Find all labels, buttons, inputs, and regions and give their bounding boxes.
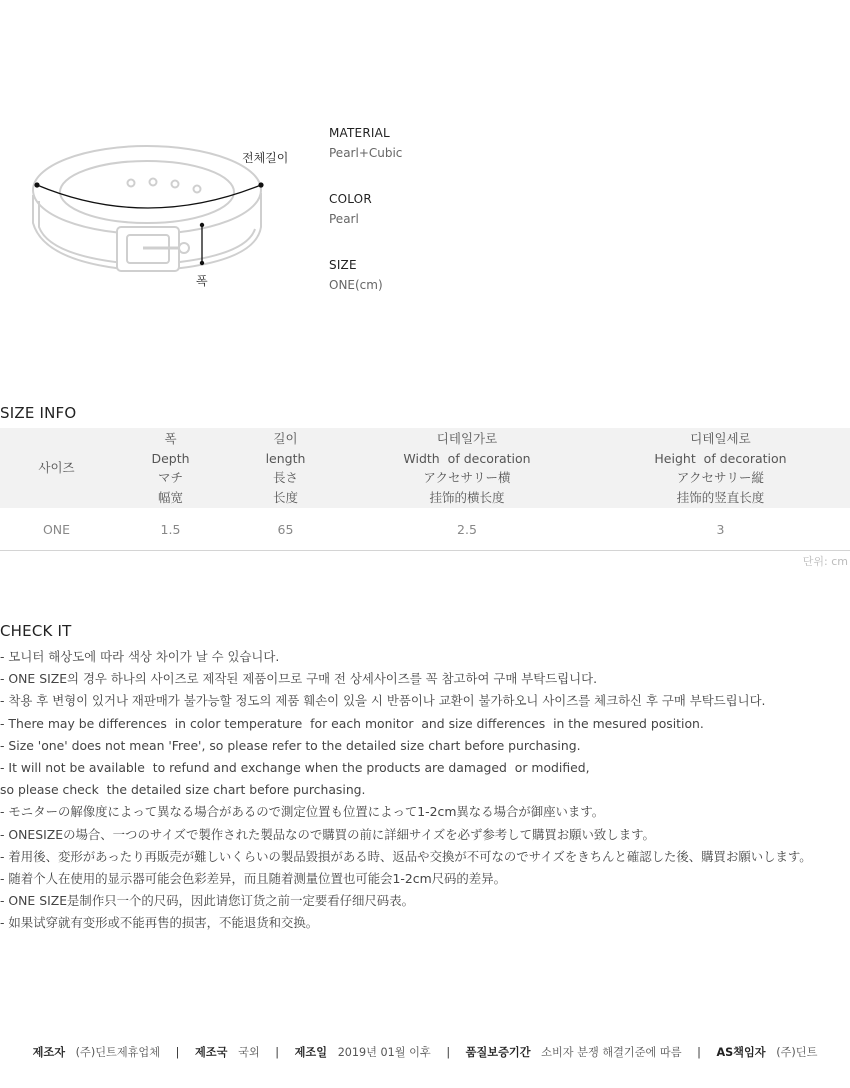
footer-separator: | [175, 1046, 180, 1059]
check-it-list [0, 646, 850, 935]
header-size: 사이즈 [0, 428, 113, 508]
footer-country-label: 제조국 [194, 1046, 228, 1059]
check-it-title: CHECK IT [0, 622, 72, 640]
footer-as-label: AS책임자 [716, 1046, 766, 1059]
footer-warranty-value: 소비자 분쟁 해결기준에 따름 [541, 1046, 682, 1059]
belt-length-label: 전체길이 [242, 151, 289, 165]
size-table-header [0, 428, 850, 508]
cell-size: ONE [0, 508, 113, 551]
footer-country-value: 국외 [238, 1046, 260, 1059]
size-table [0, 428, 850, 551]
list-item: - ONE SIZE是制作只一个的尺码，因此请您订货之前一定要看仔细尺码表。 [0, 893, 414, 909]
header-depth: 폭 Depth マチ 幅宽 [113, 428, 228, 508]
list-item: - There may be differences in color temperature for each monitor and size differences in the mesured position. [0, 715, 704, 731]
cell-length: 65 [228, 508, 343, 551]
list-item: - モニターの解像度によって異なる場合があるので測定位置も位置によって1-2cm異なる場合が御座います。 [0, 804, 605, 820]
list-item: so please check the detailed size chart before purchasing. [0, 782, 366, 798]
footer-date-label: 제조일 [294, 1046, 328, 1059]
color-value: Pearl [329, 212, 359, 226]
cell-decoration-height: 3 [591, 508, 850, 551]
material-value: Pearl+Cubic [329, 146, 403, 160]
list-item: - ONE SIZE의 경우 하나의 사이즈로 제작된 제품이므로 구매 전 상세사이즈를 꼭 참고하여 구매 부탁드립니다. [0, 671, 598, 687]
size-info-block [329, 258, 383, 292]
size-info-title: SIZE INFO [0, 404, 77, 422]
footer-date-value: 2019년 01월 이후 [337, 1046, 431, 1059]
footer-warranty-label: 품질보증기간 [465, 1046, 531, 1059]
header-decoration-height: 디테일세로 Height of decoration アクセサリー縦 挂饰的竖直长度 [591, 428, 850, 508]
material-title: MATERIAL [329, 126, 390, 140]
table-row [0, 508, 850, 551]
list-item: - 모니터 해상도에 따라 색상 차이가 날 수 있습니다. [0, 649, 280, 664]
footer-separator: | [275, 1046, 280, 1059]
size-value: ONE(cm) [329, 278, 383, 292]
color-info [329, 192, 372, 226]
color-title: COLOR [329, 192, 372, 206]
belt-width-label: 폭 [196, 274, 208, 288]
list-item: - It will not be available to refund and exchange when the products are damaged or modified, [0, 760, 590, 776]
footer-separator: | [446, 1046, 451, 1059]
footer-manufacturer-value: (주)딘트제휴업체 [75, 1046, 161, 1059]
cell-depth: 1.5 [113, 508, 228, 551]
header-decoration-width: 디테일가로 Width of decoration アクセサリー横 挂饰的横长度 [343, 428, 591, 508]
cell-decoration-width: 2.5 [343, 508, 591, 551]
list-item: - 如果试穿就有变形或不能再售的损害，不能退货和交换。 [0, 915, 319, 931]
footer-separator: | [697, 1046, 701, 1059]
header-length: 길이 length 長さ 长度 [228, 428, 343, 508]
list-item: - 随着个人在使用的显示器可能会色彩差异，而且随着测量位置也可能会1-2cm尺码的差异。 [0, 871, 506, 887]
footer-as-value: (주)딘트 [776, 1046, 818, 1059]
material-info [329, 126, 402, 160]
list-item: - ONESIZEの場合、一つのサイズで製作された製品なので購買の前に詳細サイズを必ず参考して購買お願い致します。 [0, 826, 655, 842]
list-item: - Size 'one' does not mean 'Free', so please refer to the detailed size chart before purchasing. [0, 737, 581, 753]
unit-label: 단위: cm [802, 555, 848, 568]
product-info-footer [0, 1044, 850, 1060]
footer-manufacturer-label: 제조자 [32, 1046, 65, 1059]
list-item: - 착용 후 변형이 있거나 재판매가 불가능할 정도의 제품 훼손이 있을 시 반품이나 교환이 불가하오니 사이즈를 체크하신 후 구매 부탁드립니다. [0, 693, 766, 709]
list-item: - 着用後、変形があったり再販売が難しいくらいの製品毀損がある時、返品や交換が不可なのでサイズをきちんと確認した後、購買お願いします。 [0, 848, 812, 864]
size-title: SIZE [329, 258, 357, 272]
